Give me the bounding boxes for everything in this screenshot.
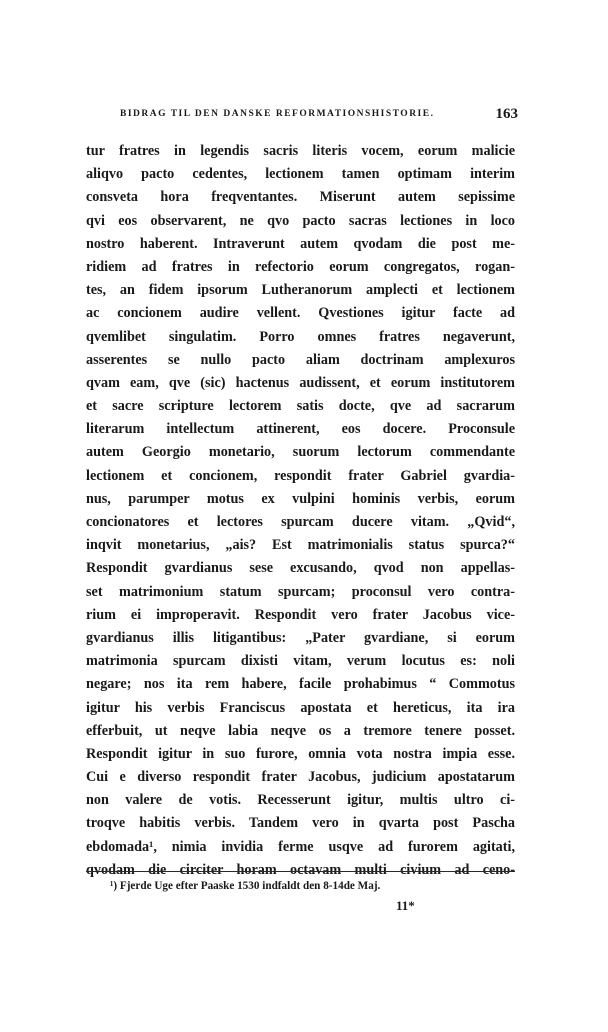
text-line: nus, parumper motus ex vulpini hominis verbis, eorum [86,490,515,507]
page-number: 163 [495,106,518,122]
text-line: ebdomada¹, nimia invidia ferme usqve ad furorem agitati, [86,838,515,855]
text-line: qvodam die circiter horam octavam multi civium ad ceno- [86,861,515,878]
text-line: non valere de votis. Recesserunt igitur, multis ultro ci- [86,792,515,809]
text-line: concionatores et lectores spurcam ducere vitam. „Qvid“, [86,514,515,530]
text-line: qvi eos observarent, ne qvo pacto sacras lectiones in loco [86,212,515,229]
text-line: Cui e diverso respondit frater Jacobus, judicium apostatarum [86,769,515,786]
text-line: Respondit igitur in suo furore, omnia vota nostra impia esse. [86,745,515,762]
text-line: aliqvo pacto cedentes, lectionem tamen optimam interim [86,166,515,183]
text-line: tur fratres in legendis sacris literis vocem, eorum malicie [86,143,515,159]
text-line: autem Georgio monetario, suorum lectorum commendante [86,444,515,461]
text-line: efferbuit, ut neqve labia neqve os a tremore tenere posset. [86,722,515,739]
text-line: consveta hora freqventantes. Miserunt autem sepissime [86,189,515,206]
text-line: et sacre scripture lectorem satis docte, qve ad sacrarum [86,398,515,415]
text-line: ac concionem audire vellent. Qvestiones igitur facte ad [86,305,515,322]
footnote-divider [86,871,515,872]
running-head-title: BIDRAG TIL DEN DANSKE REFORMATIONSHISTORIE. [120,109,435,119]
text-line: igitur his verbis Franciscus apostata et hereticus, ita ira [86,699,515,716]
text-line: rium ei improperavit. Respondit vero frater Jacobus vice- [86,606,515,623]
text-line: qvam eam, qve (sic) hactenus audissent, et eorum institutorem [86,374,515,391]
text-line: inqvit monetarius, „ais? Est matrimonialis status spurca?“ [86,537,515,554]
text-line: matrimonia spurcam dixisti vitam, verum locutus es: noli [86,653,515,670]
text-line: negare; nos ita rem habere, facile prohabimus “ Commotus [86,676,515,693]
text-line: ridiem ad fratres in refectorio eorum congregatos, rogan- [86,258,515,275]
text-line: literarum intellectum attinerent, eos docere. Proconsule [86,421,515,438]
text-line: tes, an fidem ipsorum Lutheranorum amplecti et lectionem [86,282,515,299]
text-line: nostro haberent. Intraverunt autem qvodam die post me- [86,235,515,252]
text-line: gvardianus illis litigantibus: „Pater gvardiane, si eorum [86,629,515,646]
signature-mark: 11* [396,898,415,913]
text-line: asserentes se nullo pacto aliam doctrinam amplexuros [86,351,515,368]
text-line: Respondit gvardianus sese excusando, qvod non appellas- [86,560,515,577]
text-line: troqve habitis verbis. Tandem vero in qvarta post Pascha [86,815,515,832]
footnote: ¹) Fjerde Uge efter Paaske 1530 indfaldt den 8-14de Maj. [110,880,381,892]
body-text [86,140,515,882]
text-line: qvemlibet singulatim. Porro omnes fratres negaverunt, [86,328,515,345]
text-line: lectionem et concionem, respondit frater Gabriel gvardia- [86,467,515,484]
text-line: set matrimonium statum spurcam; proconsul vero contra- [86,583,515,600]
running-head [120,106,518,126]
